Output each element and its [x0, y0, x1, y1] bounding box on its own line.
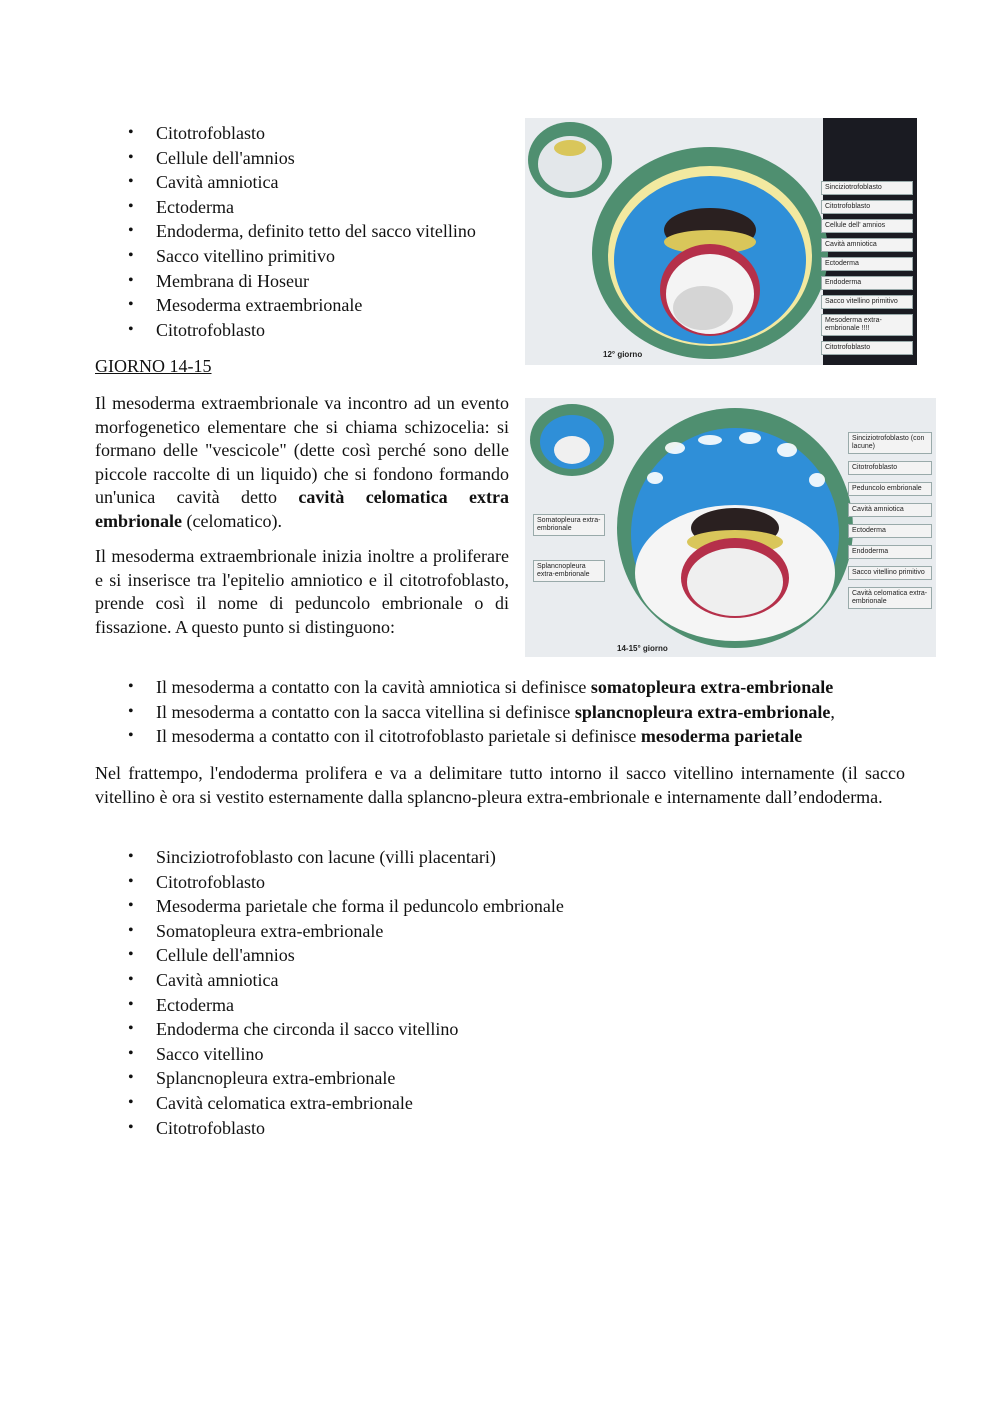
figure-label: Mesoderma extra-embrionale !!!! [821, 314, 913, 336]
list-item: • Il mesoderma a contatto con la cavità amniotica si definisce somatopleura extra-embrionale [95, 675, 910, 700]
figure-label: Citotrofoblasto [848, 461, 932, 475]
list-item: • Cellule dell'amnios [95, 943, 695, 968]
figure-label: Peduncolo embrionale [848, 482, 932, 496]
list-structures-day14 [95, 845, 695, 1140]
list-item: • Membrana di Hoseur [95, 269, 525, 294]
figure-label: Cellule dell' amnios [821, 219, 913, 233]
figure-label: Cavità amniotica [821, 238, 913, 252]
list-item: • Somatopleura extra-embrionale [95, 919, 695, 944]
list-item: • Splancnopleura extra-embrionale [95, 1066, 695, 1091]
inset-embryo-icon [530, 404, 614, 476]
list-item: • Cavità amniotica [95, 968, 695, 993]
list-item: • Endoderma che circonda il sacco vitellino [95, 1017, 695, 1042]
list-item: • Cavità celomatica extra-embrionale [95, 1091, 695, 1116]
list-item: • Cellule dell'amnios [95, 146, 525, 171]
figure-label: Sacco vitellino primitivo [821, 295, 913, 309]
figure-label: Sacco vitellino primitivo [848, 566, 932, 580]
figure-label: Sinciziotrofoblasto [821, 181, 913, 195]
list-item: • Ectoderma [95, 195, 525, 220]
list-item: • Cavità amniotica [95, 170, 525, 195]
section-heading: GIORNO 14-15 [95, 356, 212, 376]
list-item: • Sacco vitellino [95, 1042, 695, 1067]
figure-label: Sinciziotrofoblasto (con lacune) [848, 432, 932, 454]
figure-day12-labels [821, 181, 913, 360]
figure-day12-caption: 12° giorno [603, 350, 643, 359]
figure-day12 [525, 118, 917, 365]
list-item: • Sinciziotrofoblasto con lacune (villi placentari) [95, 845, 695, 870]
figure-label: Cavità celomatica extra-embrionale [848, 587, 932, 609]
list-item: • Il mesoderma a contatto con il citotrofoblasto parietale si definisce mesoderma parietale [95, 724, 910, 749]
list-item: • Citotrofoblasto [95, 318, 525, 343]
list-item: • Sacco vitellino primitivo [95, 244, 525, 269]
figure-label: Endoderma [821, 276, 913, 290]
figure-day14-15-labels-left [533, 514, 605, 606]
figure-day14-15-caption: 14-15° giorno [617, 644, 668, 653]
figure-label: Somatopleura extra-embrionale [533, 514, 605, 536]
figure-label: Endoderma [848, 545, 932, 559]
list-item: • Mesoderma extraembrionale [95, 293, 525, 318]
list-item: • Il mesoderma a contatto con la sacca vitellina si definisce splancnopleura extra-embrionale, [95, 700, 910, 725]
figure-day14-15 [525, 398, 936, 657]
figure-day14-15-labels-right [848, 432, 932, 616]
figure-label: Splancnopleura extra-embrionale [533, 560, 605, 582]
figure-label: Cavità amniotica [848, 503, 932, 517]
inset-embryo-icon [528, 122, 612, 198]
list-item: • Citotrofoblasto [95, 1116, 695, 1141]
list-item: • Citotrofoblasto [95, 121, 525, 146]
list-item: • Mesoderma parietale che forma il peduncolo embrionale [95, 894, 695, 919]
paragraph-peduncolo: Il mesoderma extraembrionale inizia inoltre a proliferare e si inserisce tra l'epitelio amniotico e il citotrofoblasto, prende così il nome di peduncolo embrionale o di fissazione. A questo punto si distinguono: [95, 546, 509, 637]
list-mesoderm-types [95, 675, 910, 749]
list-item: • Ectoderma [95, 993, 695, 1018]
paragraph-endoderma: Nel frattempo, l'endoderma prolifera e va a delimitare tutto intorno il sacco vitellino internamente (il sacco vitellino è ora si vestito esternamente dalla splancno-pleura extra-embrionale e internamente dall’endoderma. [95, 763, 905, 807]
list-item: • Citotrofoblasto [95, 870, 695, 895]
paragraph-schizocelia: Il mesoderma extraembrionale va incontro ad un evento morfogenetico elementare che si chiama schizocelia: si formano delle "vescicole" (dette così perché sono delle piccole raccolte di un liquido) che si fondono formando un'unica cavità detto cavità celomatica extra embrionale (celomatico). [95, 393, 509, 531]
list-item: • Endoderma, definito tetto del sacco vitellino [95, 219, 525, 244]
figure-label: Ectoderma [821, 257, 913, 271]
figure-label: Citotrofoblasto [821, 200, 913, 214]
figure-label: Ectoderma [848, 524, 932, 538]
list-structures-day12 [95, 121, 525, 342]
figure-label: Citotrofoblasto [821, 341, 913, 355]
